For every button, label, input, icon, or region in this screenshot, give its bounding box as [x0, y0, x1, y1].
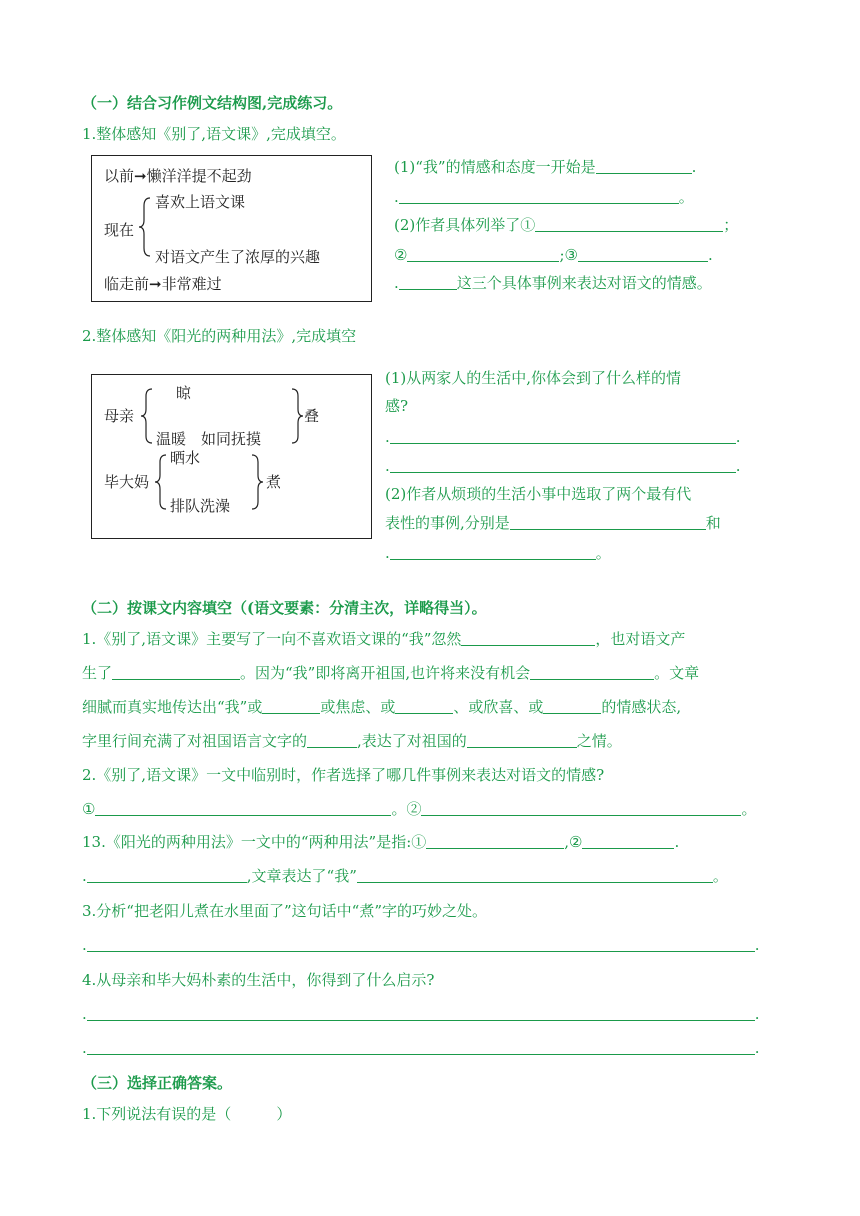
- aunt-item-2: 排队洗澡: [170, 497, 231, 515]
- answer-blank[interactable]: [87, 1004, 755, 1021]
- q2-1-line-2: 感?: [385, 397, 409, 415]
- answer-blank[interactable]: [535, 215, 723, 232]
- q2-2-line-1: (2)作者从烦琐的生活小事中选取了两个最有代: [385, 485, 692, 503]
- brace-right-icon: [250, 453, 264, 511]
- answer-blank[interactable]: [543, 697, 601, 714]
- s2-p2-answer: ① 。② 。: [82, 800, 757, 818]
- brace-icon: [140, 387, 154, 445]
- s2-p2: 2.《别了,语文课》一文中临别时，作者选择了哪几件事例来表达对语文的情感?: [82, 766, 605, 784]
- answer-blank[interactable]: [421, 799, 741, 816]
- answer-blank[interactable]: [530, 663, 654, 680]
- arrow-icon: ➞: [134, 167, 147, 185]
- answer-blank[interactable]: [399, 273, 457, 290]
- q1-line-1-cont: . 。: [394, 188, 694, 206]
- answer-blank[interactable]: [307, 731, 357, 748]
- answer-blank[interactable]: [578, 245, 708, 262]
- now-item-1: 喜欢上语文课: [155, 193, 246, 211]
- answer-blank[interactable]: [87, 935, 755, 952]
- mother-result: 叠: [304, 407, 320, 425]
- s3-q1: 1.下列说法有误的是（ ）: [82, 1105, 292, 1123]
- answer-blank[interactable]: [112, 663, 240, 680]
- answer-blank[interactable]: [95, 799, 391, 816]
- q1-title: 1.整体感知《别了,语文课》,完成填空。: [82, 125, 346, 143]
- q2-title: 2.整体感知《阳光的两种用法》,完成填空: [82, 327, 357, 345]
- now-item-2: 对语文产生了浓厚的兴趣: [155, 248, 321, 266]
- answer-blank[interactable]: [87, 1038, 755, 1055]
- before-label: 以前: [104, 167, 135, 185]
- answer-blank[interactable]: [461, 629, 595, 646]
- answer-blank[interactable]: [262, 697, 320, 714]
- mother-item-2: 温暖 如同抚摸: [156, 430, 262, 448]
- answer-blank[interactable]: [510, 513, 706, 530]
- s2-p3: 3.分析“把老阳儿煮在水里面了”这句话中“煮”字的巧妙之处。: [82, 902, 487, 920]
- structure-diagram-1: [91, 155, 372, 302]
- s2-p4-answer-2: . .: [82, 1039, 760, 1057]
- brace-icon: [154, 453, 168, 511]
- aunt-item-1: 晒水: [170, 449, 201, 467]
- answer-blank[interactable]: [357, 866, 713, 883]
- leave-label: 临走前: [104, 275, 150, 293]
- section-1-heading: （一）结合习作例文结构图,完成练习。: [82, 94, 343, 112]
- answer-blank[interactable]: [596, 157, 692, 174]
- q2-2-line-2: 表性的事例,分别是 和: [385, 514, 721, 532]
- mother-item-1: 晾: [176, 384, 192, 402]
- section-3-heading: （三）选择正确答案。: [82, 1074, 233, 1092]
- answer-blank[interactable]: [426, 832, 564, 849]
- structure-diagram-2: [91, 374, 372, 539]
- answer-blank[interactable]: [390, 543, 596, 560]
- answer-blank[interactable]: [467, 731, 577, 748]
- s2-p13-line-2: . ,文章表达了“我” 。: [82, 867, 728, 885]
- s2-p1-line-2: 生了 。因为“我”即将离开祖国,也许将来没有机会 。文章: [82, 664, 700, 682]
- aunt-label: 毕大妈: [104, 473, 150, 491]
- leave-text: 非常难过: [161, 275, 222, 293]
- answer-blank[interactable]: [407, 245, 559, 262]
- s2-p4: 4.从母亲和毕大妈朴素的生活中，你得到了什么启示?: [82, 971, 435, 989]
- q2-1-answer-line-1: . .: [385, 428, 741, 446]
- s2-p1-line-3: 细腻而真实地传达出“我”或 或焦虑、或 、或欣喜、或 的情感状态,: [82, 698, 682, 716]
- aunt-result: 煮: [266, 473, 282, 491]
- s2-p1-line-4: 字里行间充满了对祖国语言文字的 ,表达了对祖国的 之情。: [82, 732, 622, 750]
- s2-p4-answer-1: . .: [82, 1005, 760, 1023]
- mother-label: 母亲: [104, 407, 135, 425]
- leave-label-row: [104, 274, 222, 294]
- s2-p13-line-1: 13.《阳光的两种用法》一文中的“两种用法”是指:① ,② .: [82, 833, 680, 851]
- q1-line-2: (2)作者具体列举了① ；: [394, 216, 739, 234]
- arrow-icon: ➞: [149, 275, 162, 293]
- q2-2-line-3: . 。: [385, 544, 611, 562]
- before-label-row: [104, 166, 252, 186]
- brace-icon: [138, 196, 152, 258]
- answer-blank[interactable]: [582, 832, 674, 849]
- brace-right-icon: [290, 387, 304, 445]
- q1-line-4: . 这三个具体事例来表达对语文的情感。: [394, 274, 712, 292]
- answer-blank[interactable]: [390, 456, 736, 473]
- s2-p1-line-1: 1.《别了,语文课》主要写了一向不喜欢语文课的“我”忽然 ，也对语文产: [82, 630, 686, 648]
- answer-blank[interactable]: [87, 866, 247, 883]
- now-label: 现在: [104, 221, 135, 239]
- answer-blank[interactable]: [399, 187, 679, 204]
- q2-1-answer-line-2: . .: [385, 457, 741, 475]
- q1-line-1: (1)“我”的情感和态度一开始是 .: [394, 158, 697, 176]
- before-text: 懒洋洋提不起劲: [146, 167, 252, 185]
- answer-blank[interactable]: [390, 427, 736, 444]
- q1-line-3: ② ;③ .: [394, 246, 713, 264]
- q2-1-line-1: (1)从两家人的生活中,你体会到了什么样的情: [385, 369, 682, 387]
- s2-p3-answer: . .: [82, 936, 760, 954]
- section-2-heading: （二）按课文内容填空（(语文要素：分清主次，详略得当）。: [82, 599, 487, 617]
- answer-blank[interactable]: [395, 697, 453, 714]
